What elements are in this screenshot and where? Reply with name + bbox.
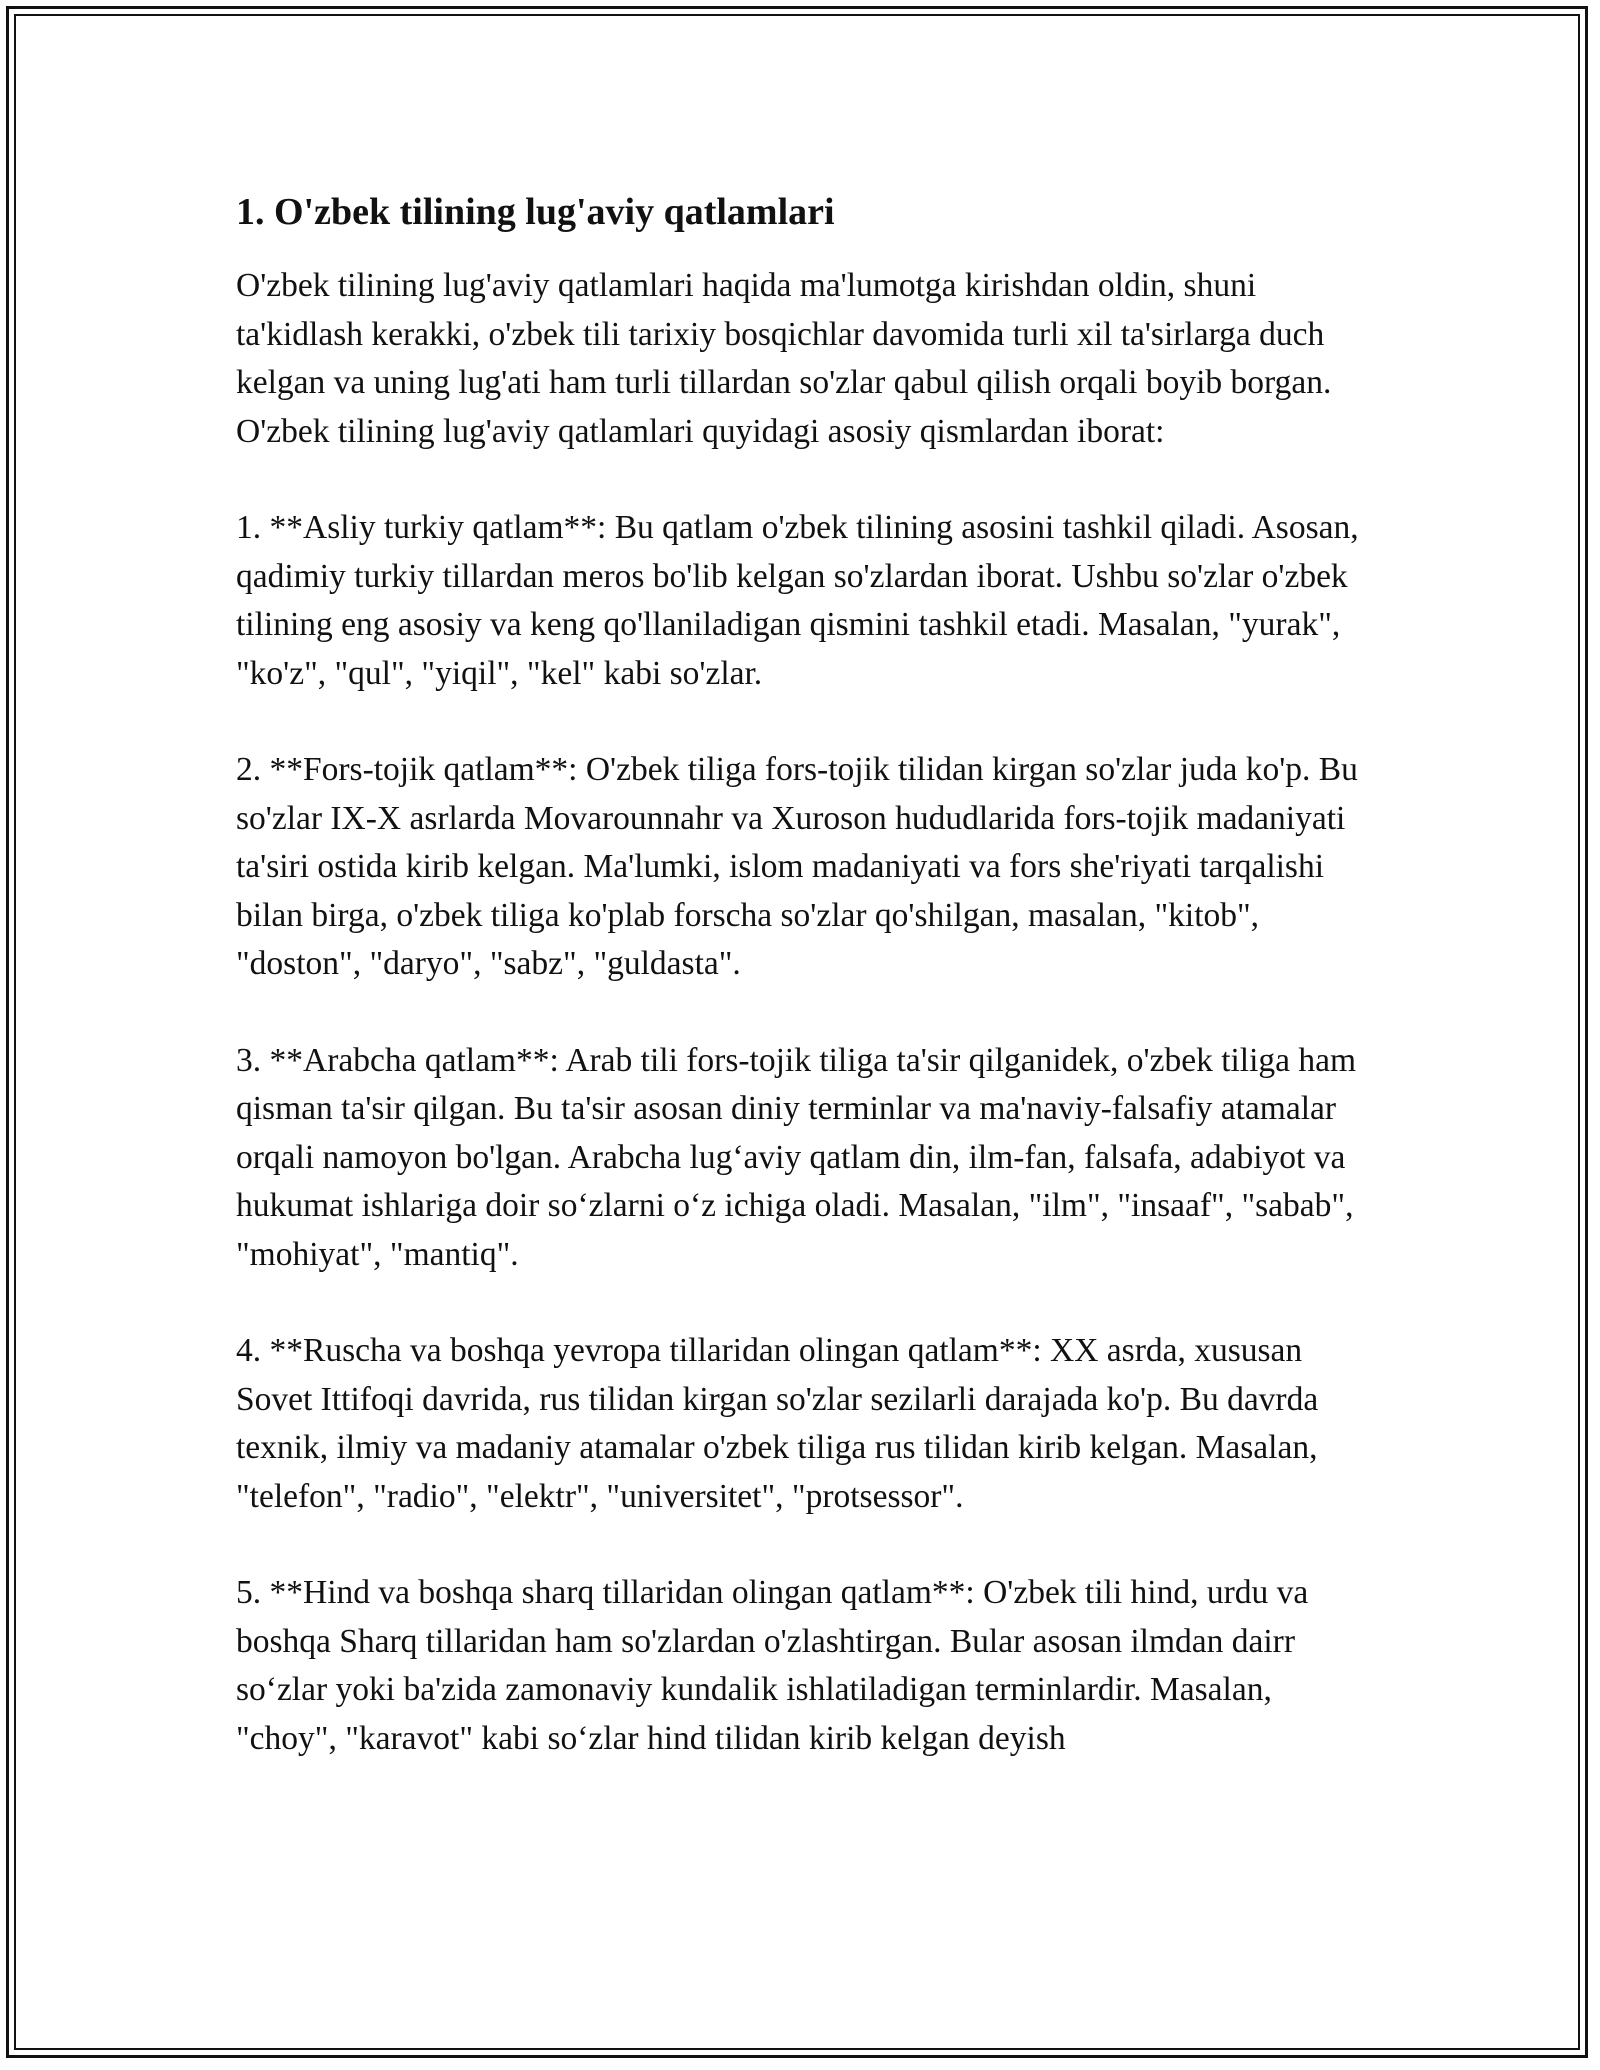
paragraph-indian-eastern-layer: 5. **Hind va boshqa sharq tillaridan olingan qatlam**: O'zbek tili hind, urdu va boshqa Sharq tillaridan ham so'zlardan o'zlashtirgan. Bular asosan ilmdan dairr so‘zlar yoki ba'zida zamonaviy kundalik ishlatiladigan terminlardir. Masalan, "choy", "karavot" kabi so‘zlar hind tilidan kirib kelgan deyish xyxy=(236,1574,1309,1757)
document-body xyxy=(236,186,1376,1811)
paragraph-persian-tajik-layer: 2. **Fors-tojik qatlam**: O'zbek tiliga fors-tojik tilidan kirgan so'zlar juda ko'p. Bu so'zlar IX-X asrlarda Movarounnahr va Xuroson hududlarida fors-tojik madaniyati ta'siri ostida kirib kelgan. Ma'lumki, islom madaniyati va fors she'riyati tarqalishi bilan birga, o'zbek tiliga ko'plab forscha so'zlar qo'shilgan, masalan, "kitob", "doston", "daryo", "sabz", "guldasta". xyxy=(236,751,1358,982)
intro-paragraph: O'zbek tilining lug'aviy qatlamlari haqida ma'lumotga kirishdan oldin, shuni ta'kidlash kerakki, o'zbek tili tarixiy bosqichlar davomida turli xil ta'sirlarga duch kelgan va uning lug'ati ham turli tillardan so'zlar qabul qilish orqali boyib borgan. O'zbek tilining lug'aviy qatlamlari quyidagi asosiy qismlardan iborat: xyxy=(236,267,1332,450)
paragraph-russian-european-layer: 4. **Ruscha va boshqa yevropa tillaridan olingan qatlam**: XX asrda, xususan Sovet Ittifoqi davrida, rus tilidan kirgan so'zlar sezilarli darajada ko'p. Bu davrda texnik, ilmiy va madaniy atamalar o'zbek tiliga rus tilidan kirib kelgan. Masalan, "telefon", "radio", "elektr", "universitet", "protsessor". xyxy=(236,1332,1319,1515)
document-title: 1. O'zbek tilining lug'aviy qatlamlari xyxy=(236,191,835,233)
paragraph-turkic-layer: 1. **Asliy turkiy qatlam**: Bu qatlam o'zbek tilining asosini tashkil qiladi. Asosan, qadimiy turkiy tillardan meros bo'lib kelgan so'zlardan iborat. Ushbu so'zlar o'zbek tilining eng asosiy va keng qo'llaniladigan qismini tashkil etadi. Masalan, "yurak", "ko'z", "qul", "yiqil", "kel" kabi so'zlar. xyxy=(236,509,1359,692)
paragraph-arabic-layer: 3. **Arabcha qatlam**: Arab tili fors-tojik tiliga ta'sir qilganidek, o'zbek tiliga ham qisman ta'sir qilgan. Bu ta'sir asosan diniy terminlar va ma'naviy-falsafiy atamalar orqali namoyon bo'lgan. Arabcha lug‘aviy qatlam din, ilm-fan, falsafa, adabiyot va hukumat ishlariga doir so‘zlarni o‘z ichiga oladi. Masalan, "ilm", "insaaf", "sabab", "mohiyat", "mantiq". xyxy=(236,1041,1357,1273)
